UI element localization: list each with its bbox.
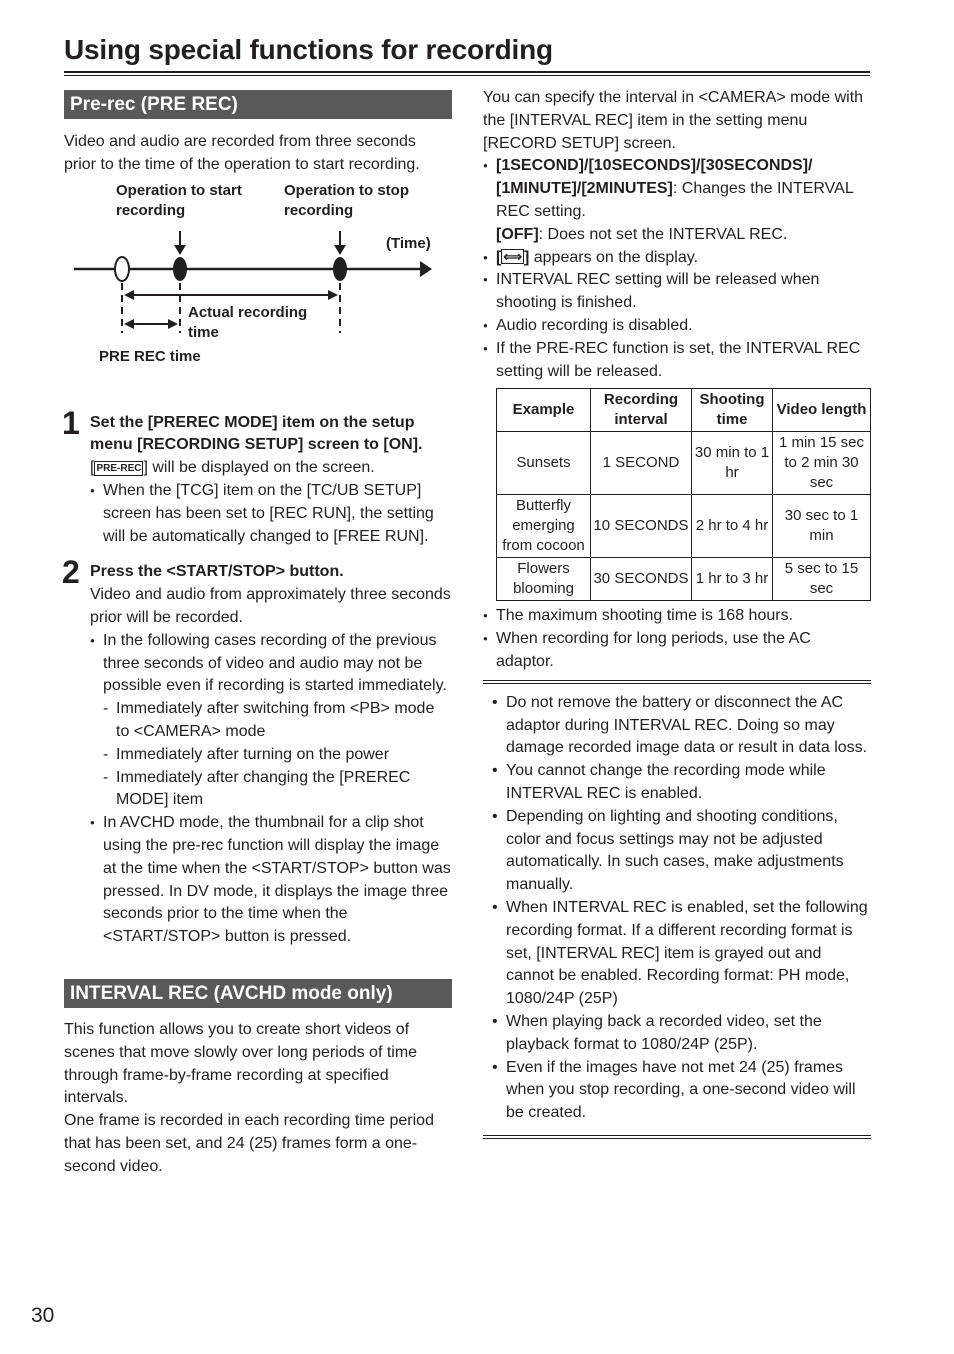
table-header-cell: Video length (773, 389, 871, 432)
table-cell: 30 sec to 1 min (773, 495, 871, 558)
note-item: • When playing back a recorded video, set the playback format to 1080/24P (25P). (483, 1011, 871, 1057)
note-item: • You cannot change the recording mode while INTERVAL REC is enabled. (483, 760, 871, 806)
table-cell: 1 hr to 3 hr (692, 558, 773, 601)
interval-bullet: ● If the PRE-REC function is set, the INTERVAL REC setting will be released. (483, 338, 871, 384)
table-row (497, 558, 871, 601)
step-1 (62, 404, 452, 549)
note-rule-top (483, 680, 871, 681)
interval-table (496, 388, 871, 601)
timeline-graphic (64, 181, 452, 396)
table-cell: 1 SECOND (591, 432, 692, 495)
title-rule (64, 71, 870, 73)
step-2-dash-item: - Immediately after changing the [PREREC MODE] item (90, 767, 452, 813)
interval-p2: One frame is recorded in each recording time period that has been set, and 24 (25) frames form a one-second video. (64, 1112, 434, 1175)
interval-option-bullet: ● [1SECOND]/[10SECONDS]/[30SECONDS]/ [1MINUTE]/[2MINUTES]: Changes the INTERVAL REC setting. [OFF]: Does not set the INTERVAL REC. (483, 155, 871, 246)
prerec-intro: Video and audio are recorded from three seconds prior to the time of the operation to start recording. (64, 133, 420, 173)
interval-after-bullet: ● The maximum shooting time is 168 hours. (483, 605, 871, 628)
note-rule-bottom-thin (483, 1138, 871, 1139)
table-cell: 30 min to 1 hr (692, 432, 773, 495)
step-2-dash-item: - Immediately after turning on the power (90, 744, 452, 767)
note-item: • When INTERVAL REC is enabled, set the following recording format. If a different recording format is set, [INTERVAL REC] item is grayed out and cannot be enabled. Recording format: PH mode, 1080/24P (25P) (483, 897, 871, 1011)
table-header-row (497, 389, 871, 432)
interval-indicator-icon: ⟺ (503, 248, 522, 264)
notes-block (483, 692, 871, 1125)
table-cell: Sunsets (497, 432, 591, 495)
table-header-cell: Recording interval (591, 389, 692, 432)
table-cell: Flowers blooming (497, 558, 591, 601)
table-cell: 2 hr to 4 hr (692, 495, 773, 558)
interval-bullet: ● INTERVAL REC setting will be released when shooting is finished. (483, 269, 871, 315)
label-time: (Time) (386, 234, 431, 252)
table-cell: 10 SECONDS (591, 495, 692, 558)
step-2 (62, 554, 452, 949)
step-1-number: 1 (62, 404, 80, 441)
label-op-stop: Operation to stop recording (284, 181, 409, 219)
interval-icon-bullet: ● [ ⟺ ] appears on the display. (483, 247, 871, 270)
interval-intro: You can specify the interval in <CAMERA> mode with the [INTERVAL REC] item in the setting menu [RECORD SETUP] screen. (483, 89, 864, 152)
label-op-start: Operation to start recording (116, 181, 242, 219)
step-1-title: Set the [PREREC MODE] item on the setup menu [RECORDING SETUP] screen to [ON]. (90, 413, 423, 454)
step-2-bullet: ● In AVCHD mode, the thumbnail for a clip shot using the pre-rec function will display the image at the time when the <START/STOP> button was pressed. In DV mode, it displays the image three seconds prior to the time when the <START/STOP> button is pressed. (90, 812, 452, 949)
step-2-title: Press the <START/STOP> button. (90, 563, 344, 581)
table-cell: 5 sec to 15 sec (773, 558, 871, 601)
title-rule-thin (64, 75, 870, 76)
table-row (497, 495, 871, 558)
interval-p1: This function allows you to create short videos of scenes that move slowly over long periods of time through frame-by-frame recording at specified intervals. (64, 1020, 418, 1107)
note-rule-top-thin (483, 683, 871, 684)
step-2-number: 2 (62, 554, 80, 591)
right-column (483, 87, 871, 1139)
interval-after-bullet: ● When recording for long periods, use the AC adaptor. (483, 628, 871, 674)
step-2-desc: Video and audio from approximately three seconds prior will be recorded. (90, 586, 451, 626)
table-header-cell: Shooting time (692, 389, 773, 432)
page-number: 30 (31, 1304, 55, 1327)
note-item: • Do not remove the battery or disconnect the AC adaptor during INTERVAL REC. Doing so may damage recorded image data or result in data loss. (483, 692, 871, 760)
table-cell: 30 SECONDS (591, 558, 692, 601)
label-actual-recording-time: Actual recording time (188, 303, 308, 341)
prerec-indicator-icon: PRE-REC (96, 463, 142, 475)
interval-bullet: ● Audio recording is disabled. (483, 315, 871, 338)
table-row (497, 432, 871, 495)
note-item: • Depending on lighting and shooting conditions, color and focus settings may not be adjusted automatically. In such cases, make adjustments manually. (483, 806, 871, 897)
step-1-bullet: ● When the [TCG] item on the [TC/UB SETUP] screen has been set to [REC RUN], the setting will be automatically changed to [FREE RUN]. (90, 480, 452, 548)
table-cell: Butterfly emerging from cocoon (497, 495, 591, 558)
note-rule-bottom (483, 1135, 871, 1136)
step-2-dash-item: - Immediately after switching from <PB> mode to <CAMERA> mode (90, 698, 452, 744)
table-header-cell: Example (497, 389, 591, 432)
label-prerec-time: PRE REC time (99, 347, 201, 365)
left-column (64, 90, 452, 1179)
page-title: Using special functions for recording (64, 34, 553, 65)
prerec-timeline-diagram (64, 181, 452, 396)
prerec-heading: Pre-rec (PRE REC) (64, 90, 452, 119)
interval-heading: INTERVAL REC (AVCHD mode only) (64, 979, 452, 1008)
table-cell: 1 min 15 sec to 2 min 30 sec (773, 432, 871, 495)
step-2-bullet: ● In the following cases recording of the previous three seconds of video and audio may not be possible even if recording is started immediately. (90, 630, 452, 698)
step-1-desc: [ PRE-REC ] will be displayed on the screen. (90, 459, 375, 477)
note-item: • Even if the images have not met 24 (25) frames when you stop recording, a one-second video will be created. (483, 1057, 871, 1125)
